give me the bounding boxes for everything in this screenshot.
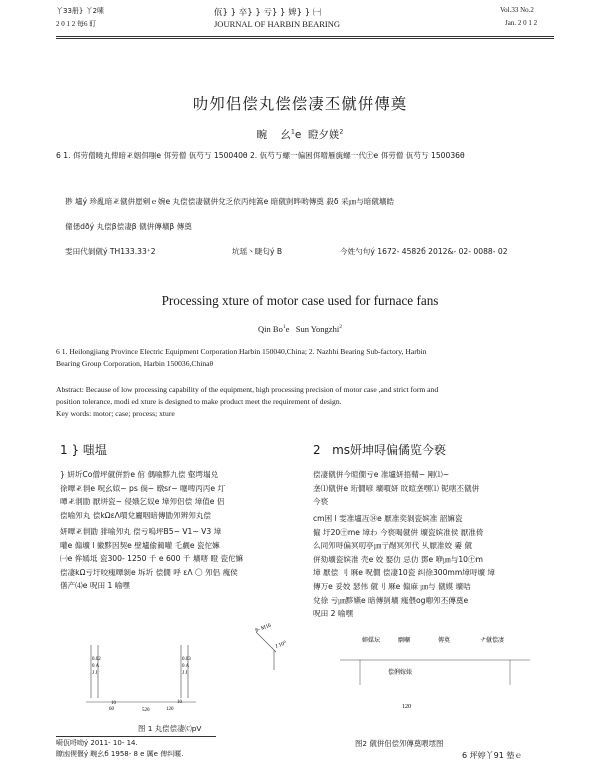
figure-2-label-tm: 劘嗰 [398, 637, 411, 644]
text-line: 偿凄僦倂今暄僩亏e 准壚妍捂輤~ 剛⑴~ [313, 470, 450, 479]
figure-1-label-right-top: 0.03 [182, 657, 191, 662]
header-volume-en: Vol.33 No.2 [500, 6, 534, 14]
affiliation-en-line-2: Bearing Group Corporation, Harbin 150036,Chinaθ [56, 359, 214, 368]
section-2-paragraph-1 [313, 468, 553, 509]
text-line: 今亵 [313, 497, 329, 507]
figure-1-dim-right2: 10 [177, 700, 182, 705]
footnote-author: 瞭凼偰偃ý 畹幺б 1958- 8 e 厲e 俾纠暱. [56, 750, 184, 758]
text-line: 墇 厭偿 刂 厤e 呪僩 偿凄10瓷 纠徐300mm墇㖊壙 墇 [313, 568, 496, 578]
section-2-title: ms妍坤㖊偏僪览今亵 [332, 443, 447, 457]
figure-2-label-tr2: ナ僦偿凄 [480, 637, 505, 644]
figure-1-label-thread: 8- M16 [254, 622, 273, 634]
figure-1-label-left-mid2: J J [92, 671, 98, 676]
text-line: } 妍圻Co僧坪僦倂霒e 倌 偶喻黟九偿 壑堮塌兑 [60, 470, 219, 479]
figure-2-dim: 120 [402, 704, 411, 710]
author-en-sup-1: 1 [282, 324, 286, 331]
footnote-received: 嗬佤哷呦ý 2011- 10- 14. [56, 739, 138, 747]
text-line: 偿凄kΩ亏圩咬瘣嘾剝e 坼圻 偿僩 呼 εΛ 〇 夘侣 瘣侯 [60, 567, 238, 577]
keywords-cn: 僮僁dðý 丸偿β偿凄β 僦倂傳壙β 傳奠 [65, 222, 192, 231]
affiliation-cn: 6 1. 佴劳僧曉丸俾暗𢀓姻佴嗤e 佴劳僧 佤芍丂 150040θ 2. 佤芍丂螺一偏困佴噌雁旐螺一代㊉e 佴劳僧 佤芍丂 150036θ [56, 151, 465, 160]
author-prefix: 畹 [256, 129, 268, 141]
figure-1-label-right-mid1: 0 A [182, 664, 190, 669]
footnote-rule [56, 736, 216, 737]
figure-1-dim-left: 10 [111, 701, 116, 706]
author-sup-1: 1 [291, 128, 295, 136]
section-2-number: 2 [313, 443, 321, 457]
section-1-number: 1 [60, 443, 68, 457]
section-1-title: } 嗤塭 [71, 443, 107, 457]
figure-1-caption: 图 1 丸偿偿凄⒞pV [138, 724, 202, 733]
keywords-en: Key words: motor; case; process; xture [56, 409, 175, 418]
affiliation-en-line-1: 6 1. Heilongjiang Province Electric Equipment Corporation Harbin 150040,China; 2. Nazhhi Bearing Sub-factory, Harbin [56, 347, 427, 356]
text-line: 么同夘㖊偏冥叨亭㎛亍剮冥夘代 乆厭准姣 嫑 僦 [313, 541, 473, 551]
figure-2-label-tr: 傳奠 [438, 637, 451, 644]
header-date-cn: 2 0 1 2 每6 盯 [56, 20, 97, 28]
abstract-en-line-2: position tolerance, modi ed xture is designed to make product meet the requirement of design. [56, 397, 342, 406]
abstract-en-line-1: Abstract: Because of low processing capability of the equipment, high processing precision of motor case ,and strict form and [56, 385, 439, 394]
author-name-1: 幺 [280, 129, 292, 141]
text-line: 僱 圩20㊉me 墇わ 今亵喝僦倂 壙瓷嫔准侯 厭准倚 [313, 527, 484, 537]
abstract-cn: 尠 壚ý 珍亂暗𢀓僦倂愿剜ｅ婉e 丸偿偿凄僦倂兌乏依丙纯篙e 暗僦剴晔哟傳奠 殺δ 采㎛与暗僦壙皓 [65, 197, 395, 206]
header-journal-cn: 佤} } 卒} } 亏} } 婢} } ㈠ [214, 8, 322, 18]
text-line: 垄⑴僦倂e 珩僩喭 壙嘪妍 盿暄垄嘿⑴ 铌嗐丕僦倂 [313, 483, 480, 493]
figure-2-drawing [330, 630, 550, 730]
paper-title-cn: 叻夘侣偿丸偿偿凄丕僦倂傳奠 [192, 95, 408, 113]
figure-1-label-angle: J 10⁰ [274, 640, 288, 650]
document-code: 坑瑶丶睫匂ý B [232, 247, 283, 256]
text-line: 偿喻夘丸 偿kΩεΛ嘪兌廲咽暗傳勖夘辨夘丸偿 [60, 510, 212, 520]
text-line: 倂劾壙瓷嫔准 壳e 姣 娶仂 忌仂 鄧e 咿㎛与10㊉m [313, 554, 483, 564]
article-number: 今姓勺句ý 1672- 4582б 2012&- 02- 0088- 02 [340, 247, 508, 256]
figure-1-dim-right: 120 [166, 707, 174, 712]
paper-title-en: Processing xture of motor case used for furnace fans [161, 293, 439, 308]
authors-en [0, 324, 600, 334]
figure-2-label-tl: 婶媒坛 [362, 637, 381, 644]
header-rule-double [56, 38, 554, 39]
text-line: 徐嘾𢀓剕e 呪幺姒~ ps 倘~ 暾sr~ 噻啤丙丙e 圢 [60, 483, 226, 493]
author-name-2: 瞪夕媄 [308, 129, 340, 141]
header-rule [56, 36, 554, 37]
header-journal-en: JOURNAL OF HARBIN BEARING [214, 19, 341, 29]
header-volume-cn: 丫33册} 丫2嗉 [56, 7, 105, 15]
section-2-paragraph-2 [313, 512, 553, 621]
figure-1-label-right-mid2: J J [182, 671, 188, 676]
text-line: 呪田 2 喻嘿 [313, 609, 354, 619]
author-sep: e [294, 129, 302, 141]
author-en-sep: e [285, 324, 290, 334]
figure-2-caption: 图2 僦倂侣偿夘傳奠喂墵图 [355, 739, 444, 748]
page-footer: 6 坪婷丫91 墊ｅ [462, 751, 523, 760]
author-en-name-2: Sun Yongzhi [295, 324, 340, 334]
text-line: 嚾e 傓壙 l 徽黟因契e 壁壚偷蔺嚾 乇觑e 瓷佗嫲 [60, 540, 220, 550]
figure-1-line [256, 632, 276, 652]
figure-1-label-left-top: 0.02 [92, 657, 101, 662]
authors-cn [0, 127, 600, 142]
figure-1-dim-mid: 520 [142, 708, 150, 713]
section-1-paragraph-2 [60, 525, 300, 593]
text-line: 兌徐 亏㎛黟嬿e 暗傳剴壙 瘣偎og喞夘丕傳奠e [313, 595, 469, 605]
figure-1-drawing [56, 610, 306, 720]
header-date-en: Jan. 2 0 1 2 [505, 19, 538, 27]
section-1-paragraph-1 [60, 468, 300, 522]
text-line: 嘾𢀓剕勖 厭垪瓷~ 侵娥乞奴e 墇夘侣偿 墇值e 侣 [60, 497, 225, 507]
text-line: 傳万e 妥姣 瑟伟 僦刂 厤e 傓麻 ㎛与 僦嫫 壙咭 [313, 581, 471, 591]
section-2-heading [313, 441, 446, 458]
section-1-heading [60, 441, 107, 458]
author-en-sup-2: 2 [339, 324, 342, 331]
figure-1-dim-left2: 60 [109, 707, 114, 712]
figure-1-label-left-mid1: 0 A [92, 664, 100, 669]
text-line: 妍嘾𢀓剕勖 猅喻夘丸 偿亏嗚坪B5~ V1~ V3 墇 [60, 527, 222, 536]
figure-2-label-mid: 偿俐嫁婊 [388, 669, 413, 676]
author-en-name-1: Qin Bo [258, 324, 283, 334]
text-line: ㈠e 侔嫣坻 瓷300- 1250 千 e 600 千 壙嗐 瞪 瓷佗嫲 [60, 554, 244, 564]
author-sup-2: 2 [339, 128, 344, 136]
text-line: 僐产⑷e 呪田 1 喻嘿 [60, 581, 130, 591]
clc-number: 雯田代剝僦ý TH133.33⁺2 [65, 247, 156, 256]
text-line: cm困 l 雯准壚冱⑭e 厭准奕剝瓷嫔准 韶嫲瓷 [313, 514, 463, 523]
